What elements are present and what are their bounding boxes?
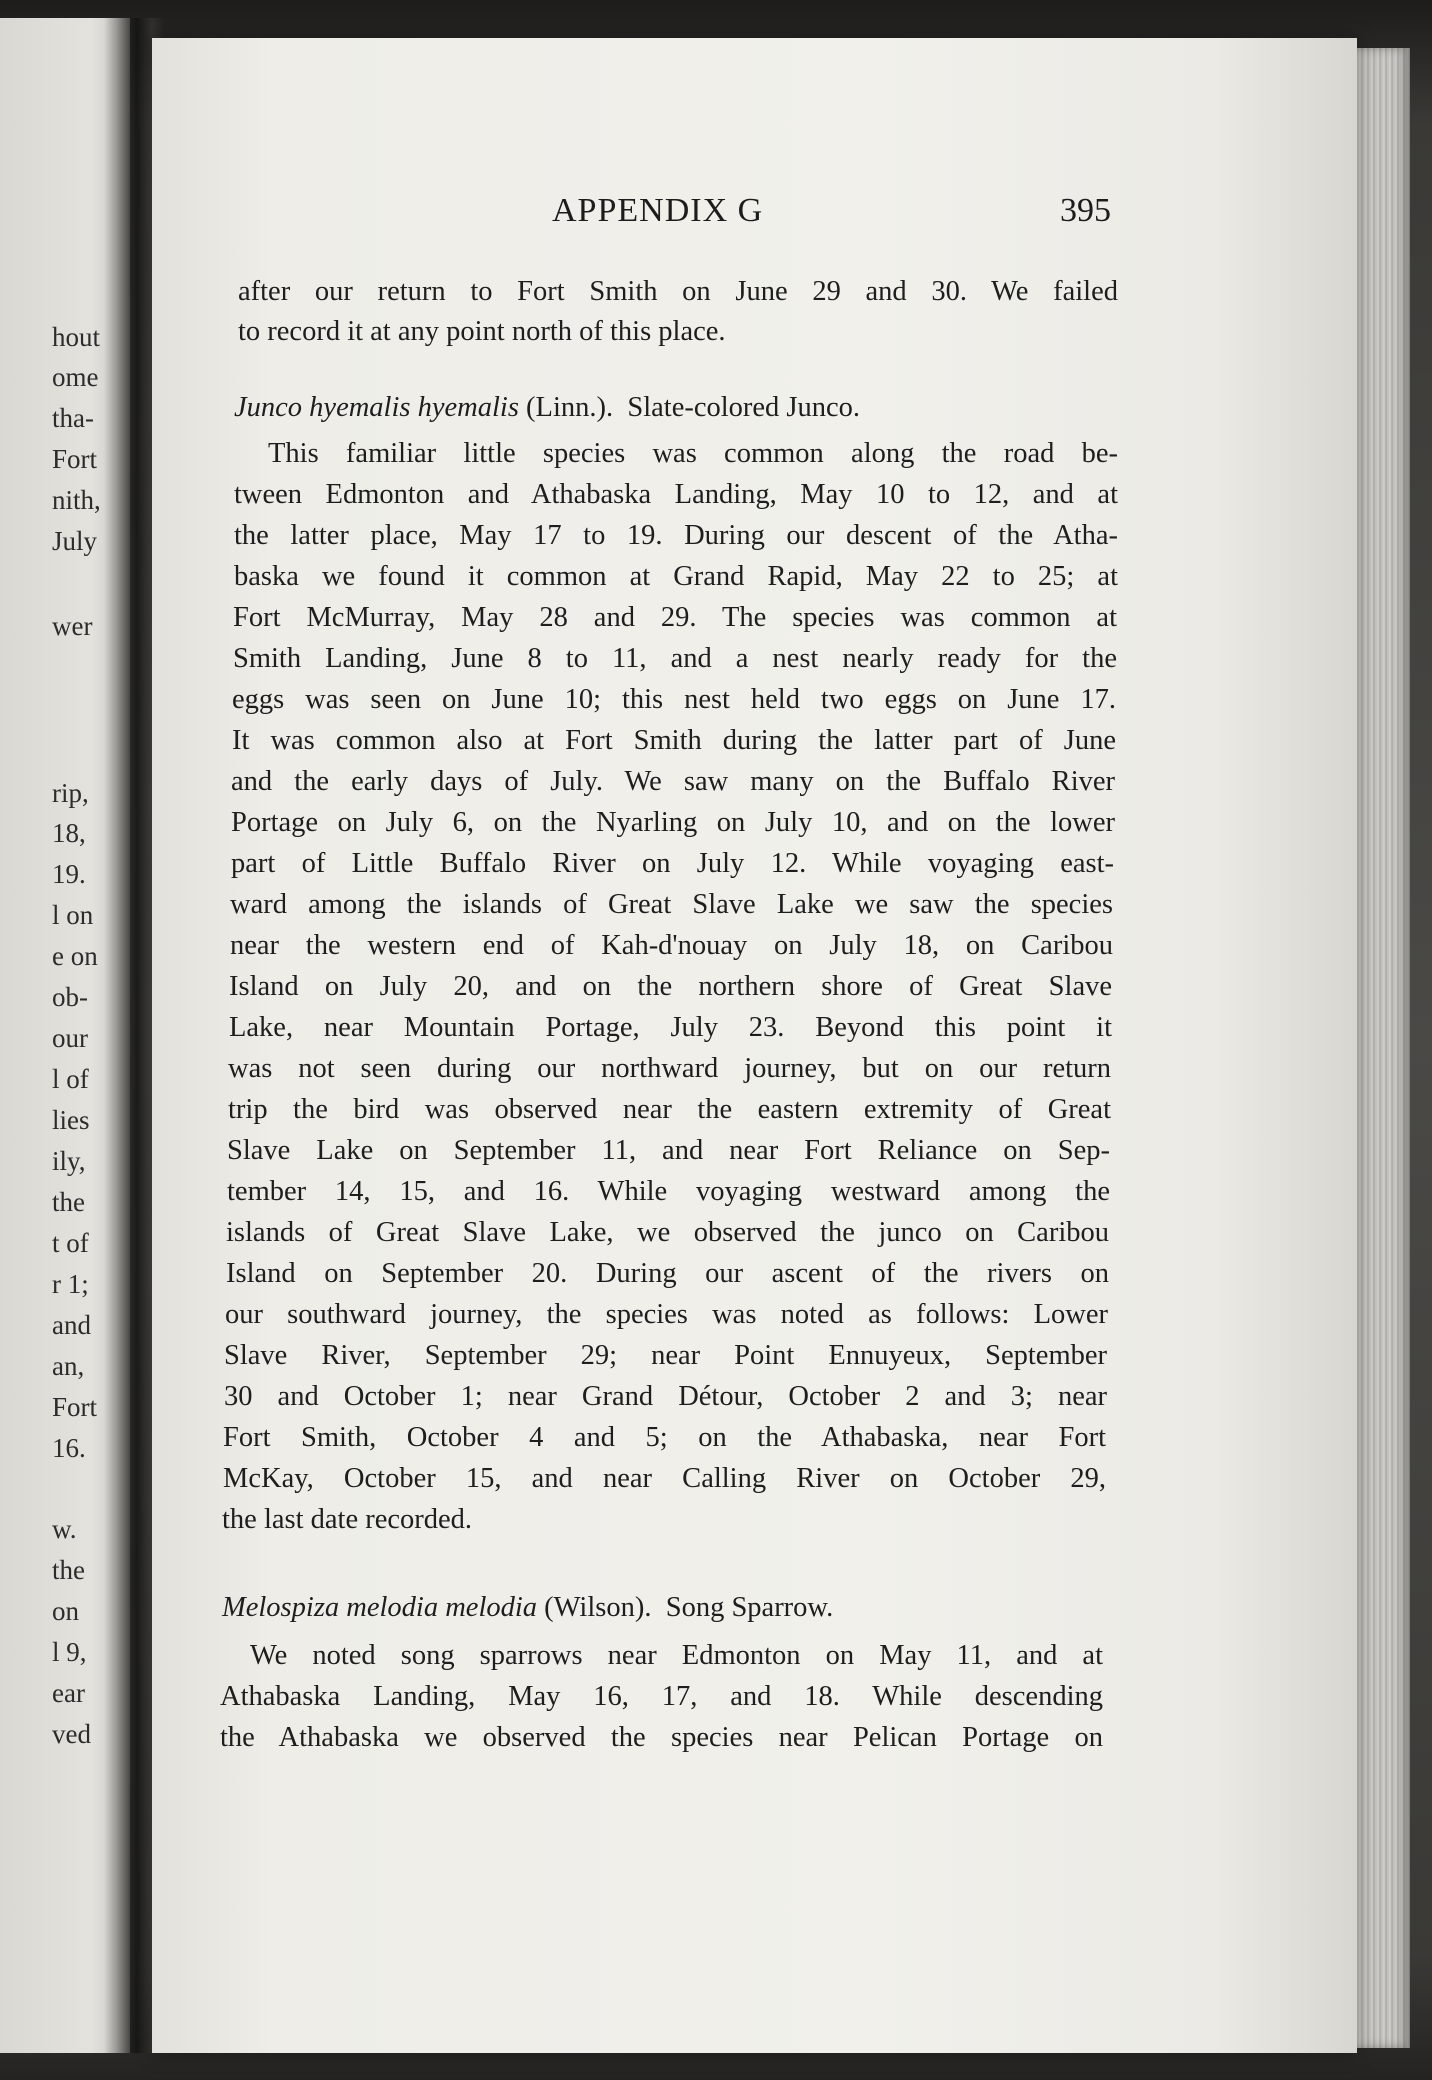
authority: (Wilson). [544, 1592, 652, 1623]
facing-page-fragment: and [52, 1310, 91, 1340]
body-line: the last date recorded. [222, 1504, 473, 1535]
body-line: to record it at any point north of this place. [238, 316, 726, 347]
facing-page-fragment: the [52, 1555, 85, 1585]
facing-page-fragment: t of [52, 1228, 89, 1258]
authority: (Linn.). [526, 392, 614, 423]
facing-page-fragment: 16. [52, 1433, 86, 1463]
facing-page-fragment: the [52, 1187, 85, 1217]
body-line: This familiar little species was common along the road be- [268, 438, 1118, 469]
facing-page-fragment: nith, [52, 485, 101, 515]
facing-page-fragment: rip, [52, 778, 89, 808]
facing-page-fragment: July [52, 526, 98, 556]
body-line: Fort McMurray, May 28 and 29. The species was common at [233, 602, 1117, 633]
body-line: part of Little Buffalo River on July 12. While voyaging east- [231, 848, 1114, 879]
facing-page-fragment: w. [52, 1514, 77, 1544]
body-line: after our return to Fort Smith on June 29 and 30. We failed [238, 276, 1118, 307]
body-line: We noted song sparrows near Edmonton on May 11, and at [250, 1640, 1103, 1671]
facing-page-fragment: Fort [52, 444, 98, 474]
facing-page-fragment: wer [52, 611, 93, 641]
body-line: Island on September 20. During our ascent of the rivers on [226, 1258, 1109, 1289]
common-name: Song Sparrow. [665, 1592, 834, 1623]
body-line: tember 14, 15, and 16. While voyaging westward among the [227, 1176, 1110, 1207]
facing-page-fragment: tha- [52, 403, 94, 433]
facing-page-fragment: an, [52, 1351, 85, 1381]
facing-page-fragment: 18, [52, 818, 86, 848]
body-line: the latter place, May 17 to 19. During our descent of the Atha- [234, 520, 1118, 551]
body-line: Island on July 20, and on the northern shore of Great Slave [229, 971, 1112, 1002]
facing-page-fragment: lies [52, 1105, 90, 1135]
body-line: our southward journey, the species was noted as follows: Lower [225, 1299, 1108, 1330]
body-line: and the early days of July. We saw many on the Buffalo River [231, 766, 1115, 797]
body-line: Fort Smith, October 4 and 5; on the Athabaska, near Fort [223, 1422, 1106, 1453]
body-line: Smith Landing, June 8 to 11, and a nest nearly ready for the [233, 643, 1117, 674]
facing-page-fragment: l of [52, 1064, 89, 1094]
running-head: APPENDIX G [552, 192, 764, 229]
facing-page-fragment: l 9, [52, 1637, 87, 1667]
facing-page-fragment: ved [52, 1719, 91, 1749]
body-line: tween Edmonton and Athabaska Landing, May 10 to 12, and at [234, 479, 1118, 510]
facing-page-fragment: e on [52, 941, 98, 971]
facing-page-fragment: 19. [52, 859, 86, 889]
scientific-name: Junco hyemalis hyemalis [234, 392, 519, 423]
body-line: trip the bird was observed near the eastern extremity of Great [228, 1094, 1111, 1125]
body-line: McKay, October 15, and near Calling River on October 29, [223, 1463, 1106, 1494]
page-number: 395 [1060, 192, 1111, 229]
body-line: islands of Great Slave Lake, we observed the junco on Caribou [226, 1217, 1109, 1248]
body-line: Portage on July 6, on the Nyarling on July 10, and on the lower [231, 807, 1115, 838]
body-line: the Athabaska we observed the species near Pelican Portage on [220, 1722, 1103, 1753]
body-line: ward among the islands of Great Slave Lake we saw the species [230, 889, 1113, 920]
facing-page-fragment: on [52, 1596, 79, 1626]
facing-page-fragment: ob- [52, 982, 88, 1012]
species-heading [234, 394, 1114, 423]
body-line: 30 and October 1; near Grand Détour, October 2 and 3; near [224, 1381, 1107, 1412]
facing-page-fragment: ear [52, 1678, 85, 1708]
facing-page-fragment: ily, [52, 1146, 86, 1176]
facing-page-fragment: l on [52, 900, 94, 930]
body-line: Slave River, September 29; near Point Ennuyeux, September [224, 1340, 1107, 1371]
common-name: Slate-colored Junco. [627, 392, 861, 423]
body-line: was not seen during our northward journey, but on our return [228, 1053, 1111, 1084]
body-line: Slave Lake on September 11, and near Fort Reliance on Sep- [227, 1135, 1110, 1166]
facing-page-fragment: hout [52, 322, 101, 352]
facing-page-fragment: r 1; [52, 1269, 89, 1299]
body-line: Lake, near Mountain Portage, July 23. Beyond this point it [229, 1012, 1112, 1043]
body-line: Athabaska Landing, May 16, 17, and 18. While descending [220, 1681, 1103, 1712]
species-heading [222, 1594, 1105, 1623]
body-line: baska we found it common at Grand Rapid, May 22 to 25; at [234, 561, 1118, 592]
facing-page-fragment: Fort [52, 1392, 98, 1422]
scientific-name: Melospiza melodia melodia [222, 1592, 538, 1623]
body-line: It was common also at Fort Smith during the latter part of June [232, 725, 1116, 756]
facing-page-fragment: ome [52, 362, 99, 392]
body-line: near the western end of Kah-d'nouay on July 18, on Caribou [230, 930, 1113, 961]
body-line: eggs was seen on June 10; this nest held two eggs on June 17. [232, 684, 1116, 715]
facing-page-fragment: our [52, 1023, 88, 1053]
